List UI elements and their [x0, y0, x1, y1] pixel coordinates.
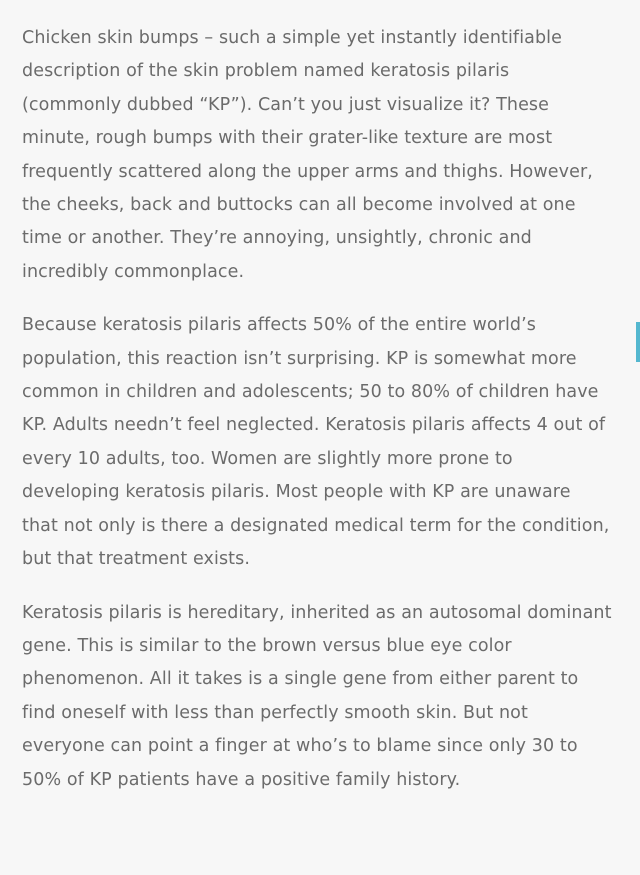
- scroll-indicator[interactable]: [636, 322, 640, 362]
- article-body: [22, 22, 612, 817]
- paragraph-3: Keratosis pilaris is hereditary, inherited as an autosomal dominant gene. This is similar to the brown versus blue eye color phenomenon. All it takes is a single gene from either parent to find oneself with less than perfectly smooth skin. But not everyone can point a finger at who’s to blame since only 30 to 50% of KP patients have a positive family history.: [22, 602, 612, 790]
- paragraph-2: Because keratosis pilaris affects 50% of the entire world’s population, this reaction isn’t surprising. KP is somewhat more common in children and adolescents; 50 to 80% of children have KP. Adults needn’t feel neglected. Keratosis pilaris affects 4 out of every 10 adults, too. Women are slightly more prone to developing keratosis pilaris. Most people with KP are unaware that not only is there a designated medical term for the condition, but that treatment exists.: [22, 315, 610, 570]
- paragraph-1: Chicken skin bumps – such a simple yet instantly identifiable description of the skin problem named keratosis pilaris (commonly dubbed “KP”). Can’t you just visualize it? These minute, rough bumps with their grater-like texture are most frequently scattered along the upper arms and thighs. However, the cheeks, back and buttocks can all become involved at one time or another. They’re annoying, unsightly, chronic and incredibly commonplace.: [22, 28, 593, 282]
